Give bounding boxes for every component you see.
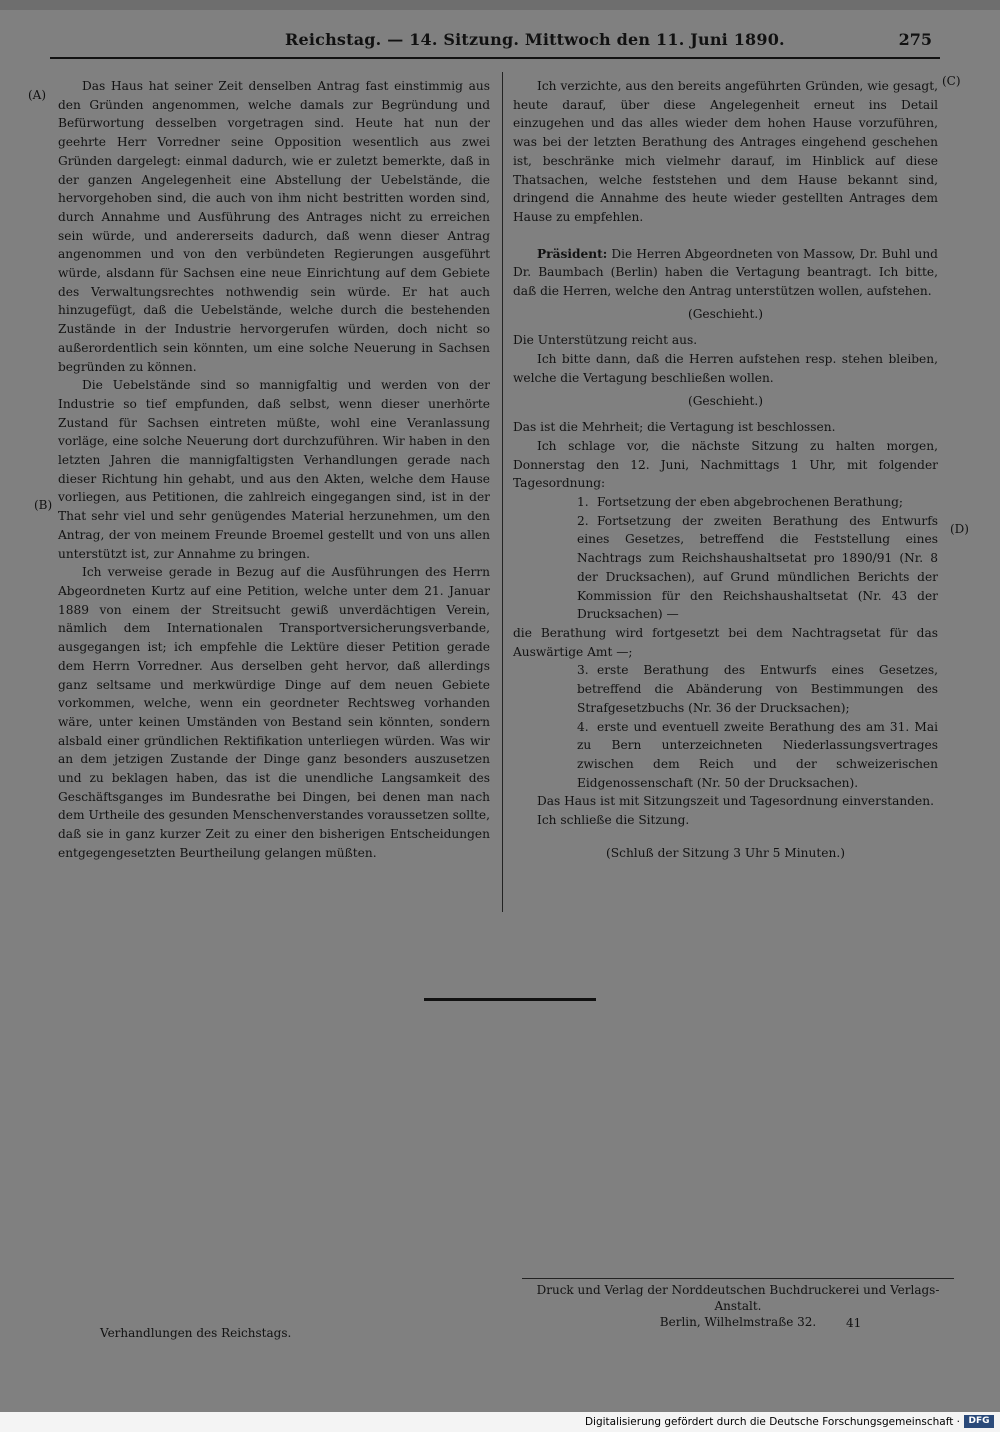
scan-top-edge — [0, 0, 1000, 10]
right-intro: Ich verzichte, aus den bereits angeführten Gründen, wie gesagt, heute darauf, über diese Angelegenheit erneut ins Detail einzugehen und das alles wieder dem hohen Hause vorzuführen, was bei der letzten Berathung des Antrages eingehend geschehen ist, beschränke mich vielmehr darauf, im Hinblick auf diese Thatsachen, welche feststehen und dem Hause bekannt sind, dringend die Annahme des heute wieder gestellten Antrages dem Hause zu empfehlen. — [513, 79, 938, 224]
printer-imprint — [522, 1282, 954, 1330]
end-rule — [424, 998, 596, 1001]
session-closing: (Schluß der Sitzung 3 Uhr 5 Minuten.) — [606, 845, 845, 860]
imprint-line-1: Druck und Verlag der Norddeutschen Buchdruckerei und Verlags-Anstalt. — [536, 1283, 940, 1313]
agenda-item: 2. Fortsetzung der zweiten Berathung des Entwurfs eines Gesetzes, betreffend die Feststellung eines Nachtrags zum Reichshaushaltsetat pro 1890/91 (Nr. 8 der Drucksachen), auf Grund mündlichen Berichts der Kommission für den Reichshaushaltsetat (Nr. 43 der Drucksachen) — — [577, 513, 938, 622]
agenda-item: 4. erste und eventuell zweite Berathung des am 31. Mai zu Bern unterzeichneten Niederlassungsvertrages zwischen dem Reich und der schweizerischen Eidgenossenschaft (Nr. 50 der Drucksachen). — [577, 719, 938, 790]
agreement-statement: Das Haus ist mit Sitzungszeit und Tagesordnung einverstanden. — [537, 794, 934, 809]
page-number: 275 — [898, 30, 932, 49]
majority-statement: Das ist die Mehrheit; die Vertagung ist beschlossen. — [513, 420, 836, 435]
margin-mark-c: (C) — [942, 74, 961, 88]
left-column — [58, 77, 490, 863]
dfg-logo: DFG — [964, 1415, 994, 1428]
header-rule — [50, 57, 940, 59]
left-paragraph-2: Die Uebelstände sind so mannigfaltig und werden von der Industrie so tief empfunden, daß selbst, wenn dieser unerhörte Zustand für Sachsen eintreten müßte, wohl eine Veranlassung vorläge, eine solche Neuerung dort durchzuführen. Wir haben in den letzten Jahren die mannigfaltigsten Verhandlungen gerade nach dieser Richtung hin gehabt, und aus den Akten, welche dem Hause vorliegen, aus Petitionen, die zahlreich eingegangen sind, ist in der That sehr viel und sehr genügendes Material herzunehmen, um den Antrag, der von meinem Freunde Broemel gestellt und von uns allen unterstützt ist, zur Annahme zu bringen. — [58, 378, 490, 561]
agenda-item: 1. Fortsetzung der eben abgebrochenen Berathung; — [577, 495, 904, 510]
dfg-banner-text: Digitalisierung gefördert durch die Deutsche Forschungsgemeinschaft · — [584, 1416, 960, 1428]
page-header — [0, 30, 1000, 54]
close-statement: Ich schließe die Sitzung. — [537, 813, 690, 828]
header-title: Reichstag. — 14. Sitzung. Mittwoch den 11. Juni 1890. — [285, 30, 785, 49]
vote-request: Ich bitte dann, daß die Herren aufstehen resp. stehen bleiben, welche die Vertagung beschließen wollen. — [513, 352, 938, 385]
right-column — [513, 77, 938, 862]
footer-signature: Verhandlungen des Reichstags. — [100, 1326, 292, 1340]
column-divider — [502, 72, 503, 912]
margin-mark-d: (D) — [950, 522, 969, 536]
sheet-number: 41 — [846, 1316, 862, 1330]
president-text: Die Herren Abgeordneten von Massow, Dr. Buhl und Dr. Baumbach (Berlin) haben die Vertagung beantragt. Ich bitte, daß die Herren, welche den Antrag unterstützen wollen, aufstehen. — [513, 246, 938, 299]
margin-mark-a: (A) — [28, 88, 47, 102]
dfg-banner — [0, 1412, 1000, 1432]
agenda-proposal: Ich schlage vor, die nächste Sitzung zu halten morgen, Donnerstag den 12. Juni, Nachmittags 1 Uhr, mit folgender Tagesordnung: — [513, 438, 938, 491]
president-statement — [513, 245, 938, 301]
agenda-item: 3. erste Berathung des Entwurfs eines Gesetzes, betreffend die Abänderung von Bestimmungen des Strafgesetzbuchs (Nr. 36 der Drucksachen); — [577, 663, 938, 715]
support-statement: Die Unterstützung reicht aus. — [513, 333, 698, 348]
imprint-rule — [522, 1278, 954, 1279]
left-paragraph-1: Das Haus hat seiner Zeit denselben Antrag fast einstimmig aus den Gründen angenommen, welche damals zur Begründung und Befürwortung desselben vorgetragen sind. Heute hat nun der geehrte Herr Vorredner seine Opposition wesentlich aus zwei Gründen dargelegt: einmal dadurch, wie er zuletzt bemerkte, daß in der ganzen Angelegenheit eine Abstellung der Uebelstände, die hervorgehoben sind, die auch von ihm nicht bestritten worden sind, durch Annahme und Ausführung des Antrages nicht zu erreichen sein würde, und andererseits dadurch, daß wenn dieser Antrag angenommen und von den verbündeten Regierungen ausgeführt würde, alsdann für Sachsen eine neue Einrichtung auf dem Gebiete des Verwaltungsrechtes nothwendig sein würde. Er hat auch hinzugefügt, daß die Uebelstände, welche durch die bestehenden Zustände in der Industrie hervorgerufen würden, doch nicht so außerordentlich sein könnten, um eine solche Neuerung in Sachsen begründen zu können. — [58, 79, 490, 374]
left-paragraph-3: Ich verweise gerade in Bezug auf die Ausführungen des Herrn Abgeordneten Kurtz auf eine Petition, welche unter dem 21. Januar 1889 von einem der Streitsucht gewiß unverdächtigen Verein, nämlich dem Internationalen Transportversicherungsverbande, ausgegangen ist; ich empfehle die Lektüre dieser Petition gerade dem Herrn Vorredner. Aus derselben geht hervor, daß allerdings ganz seltsame und merkwürdige Dinge auf dem neuen Gebiete vorkommen, welche, wenn ein geordneter Rechtsweg vorhanden wäre, unter keinen Umständen von Bestand sein könnten, sondern alsbald einer gründlichen Rektifikation unterliegen würden. Was wir an dem jetzigen Zustande der Dinge ganz besonders auszusetzen und zu beklagen haben, das ist die unendliche Langsamkeit des Geschäftsganges im Bundesrathe bei Dingen, bei denen man nach dem Urtheile des gesunden Menschenverstandes voraussetzen sollte, daß sie in ganz kurzer Zeit zu einer den bisherigen Entscheidungen entgegengesetzten Beurtheilung gelangen müßten. — [58, 565, 490, 860]
margin-mark-b: (B) — [34, 498, 53, 512]
geschieht-1: (Geschieht.) — [687, 306, 764, 321]
agenda-note: die Berathung wird fortgesetzt bei dem Nachtragsetat für das Auswärtige Amt —; — [513, 625, 938, 659]
geschieht-2: (Geschieht.) — [687, 393, 764, 408]
imprint-line-2: Berlin, Wilhelmstraße 32. — [659, 1315, 817, 1329]
president-label: Präsident: — [537, 246, 608, 261]
